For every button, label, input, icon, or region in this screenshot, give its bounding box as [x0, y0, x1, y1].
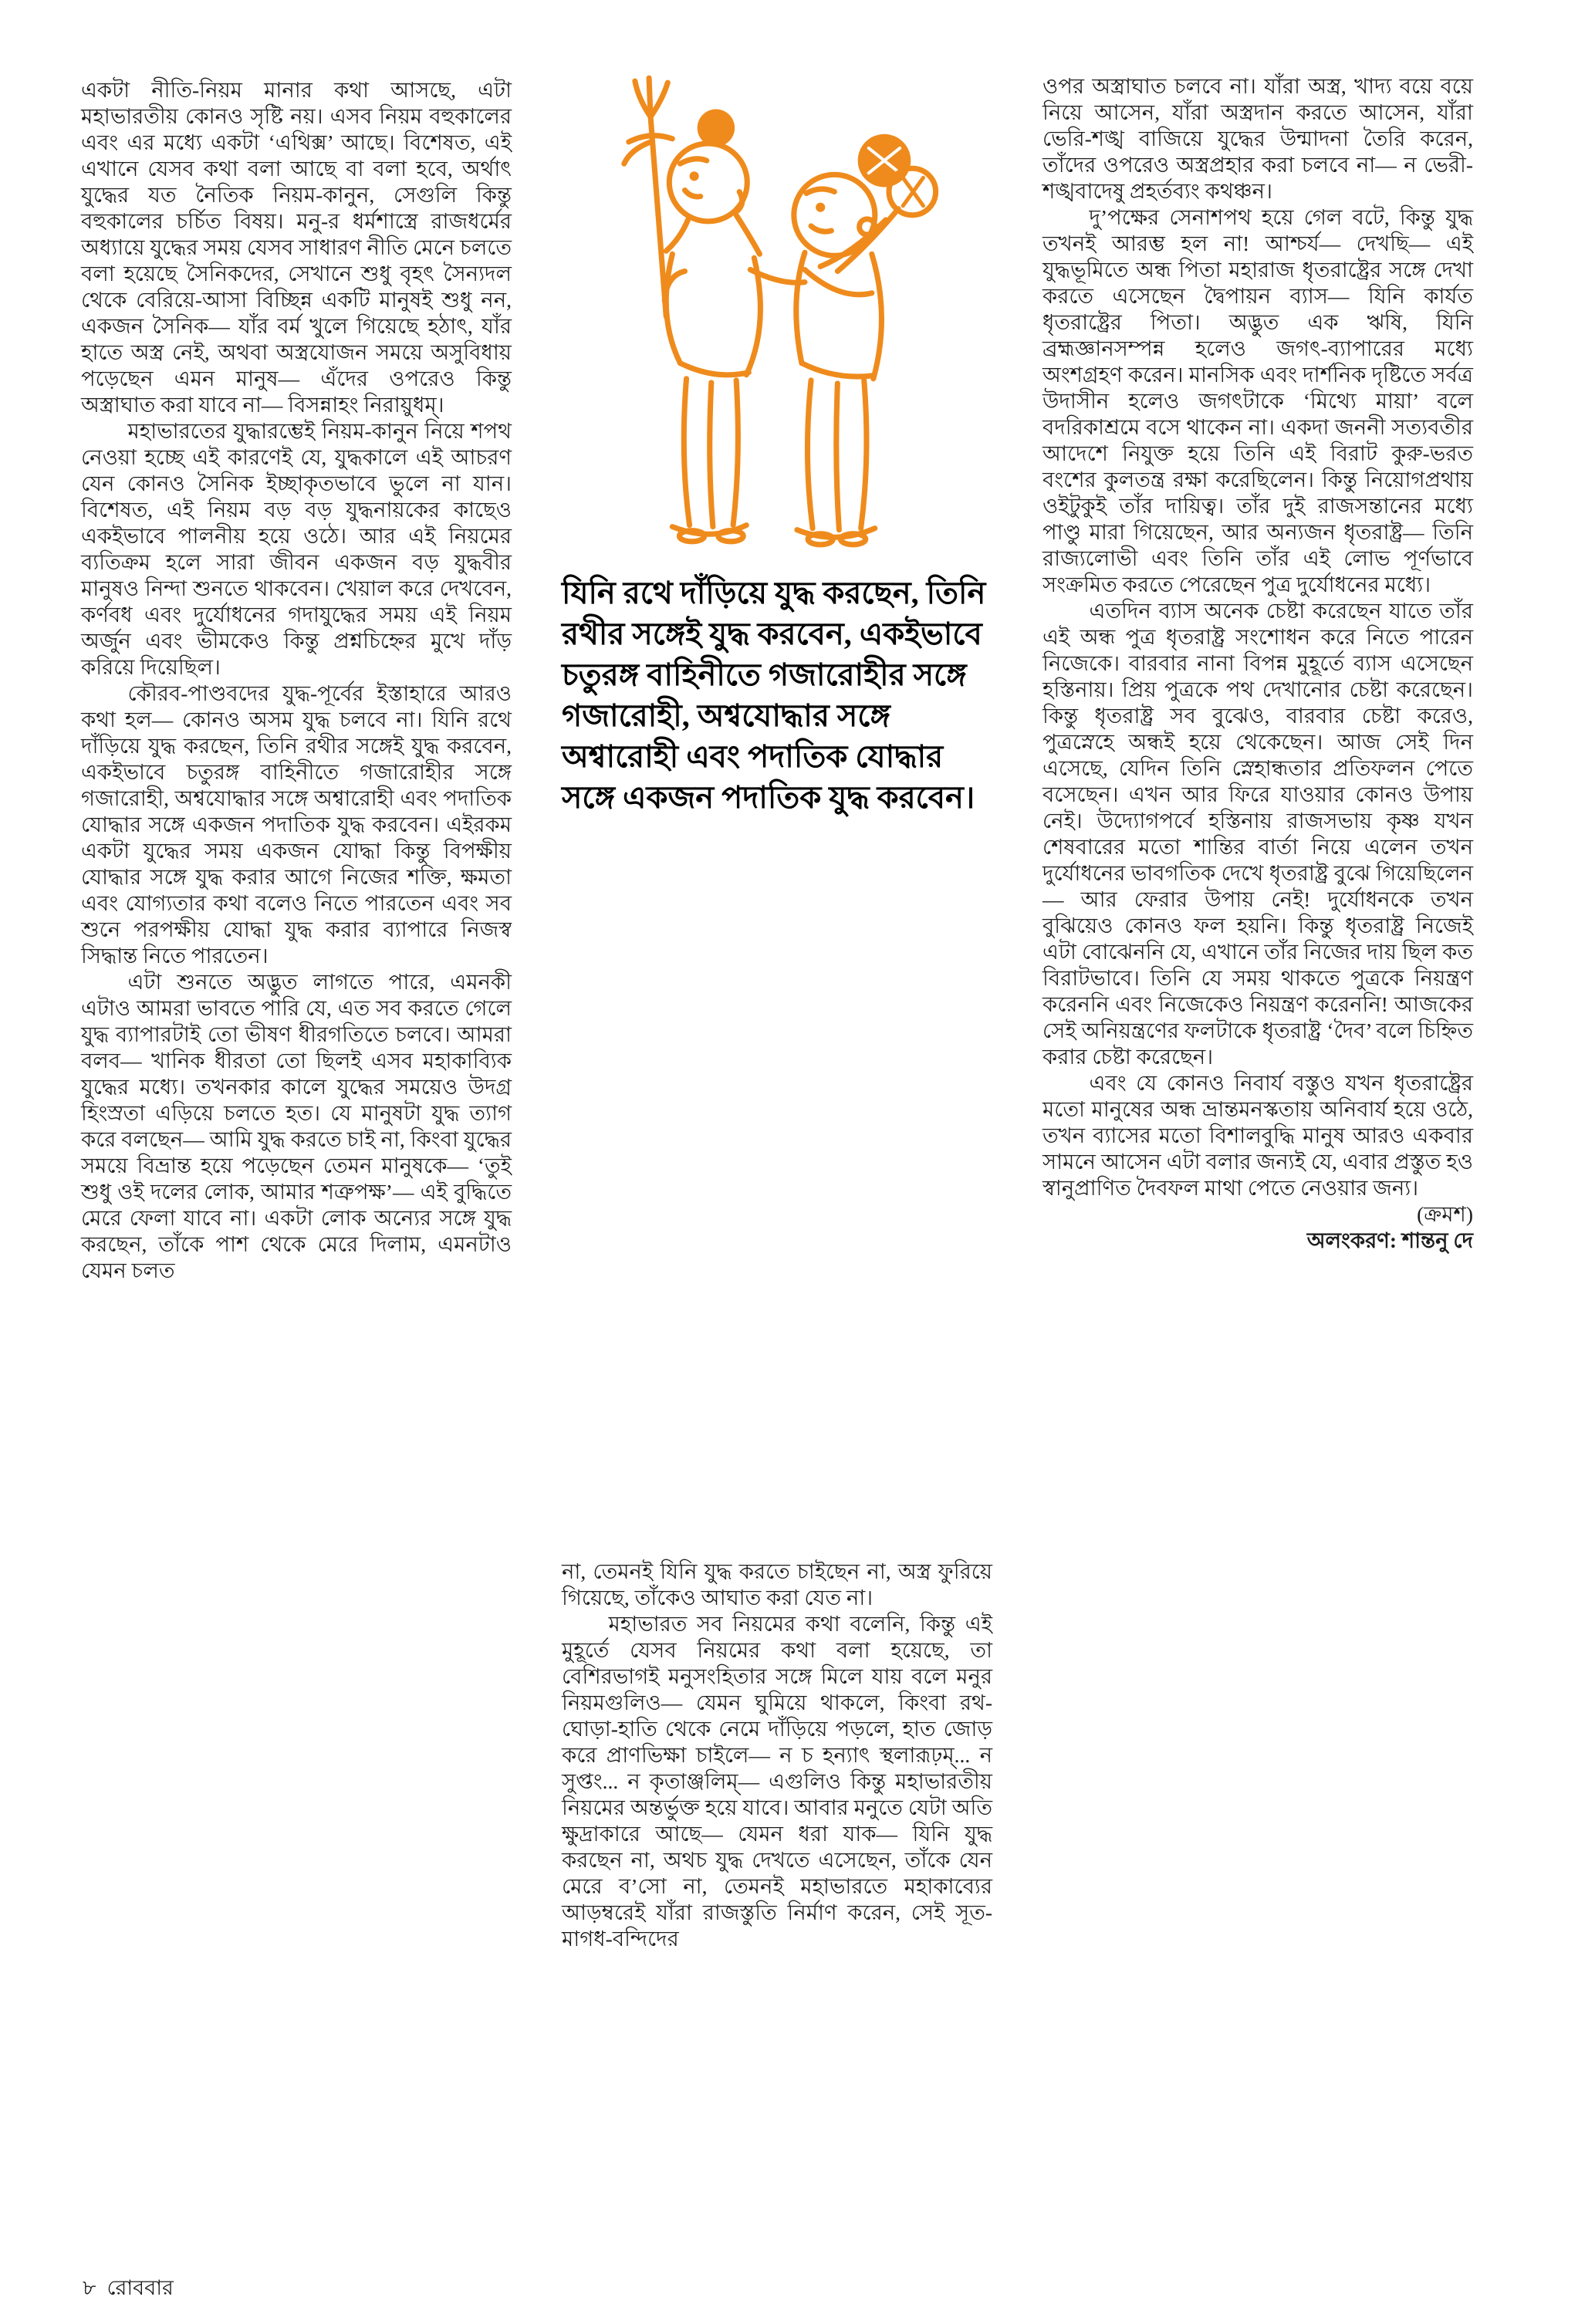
body-paragraph: মহাভারত সব নিয়মের কথা বলেনি, কিন্তু এই মুহূর্তে যেসব নিয়মের কথা বলা হয়েছে, তা বেশিরভাগই মনুসংহিতার সঙ্গে মিলে যায় বলে মনুর নিয়মগুলিও— যেমন ঘুমিয়ে থাকলে, কিংবা রথ-ঘোড়া-হাতি থেকে নেমে দাঁড়িয়ে পড়লে, হাত জোড় করে প্রাণভিক্ষা চাইলে— ন চ হন্যাৎ স্থলারূঢ়ম্... ন সুপ্তং... ন কৃতাঞ্জলিম্— এগুলিও কিন্তু মহাভারতীয় নিয়মের অন্তর্ভুক্ত হয়ে যাবে। আবার মনুতে যেটা অতি ক্ষুদ্রাকারে আছে— যেমন ধরা যাক— যিনি যুদ্ধ করছেন না, অথচ যুদ্ধ দেখতে এসেছেন, তাঁকে যেন মেরে ব’সো না, তেমনই মহাভারতে মহাকাব্যের আড়ম্বরেই যাঁরা রাজস্তুতি নির্মাণ করেন, সেই সূত-মাগধ-বন্দিদের [562, 1612, 992, 1951]
body-paragraph: না, তেমনই যিনি যুদ্ধ করতে চাইছেন না, অস্ত্র ফুরিয়ে গিয়েছে, তাঁকেও আঘাত করা যেত না। [562, 1559, 992, 1610]
body-paragraph: কৌরব-পাণ্ডবদের যুদ্ধ-পূর্বের ইস্তাহারে আরও কথা হল— কোনও অসম যুদ্ধ চলবে না। যিনি রথে দাঁড়িয়ে যুদ্ধ করছেন, তিনি রথীর সঙ্গেই যুদ্ধ করবেন, একইভাবে চতুরঙ্গ বাহিনীতে গজারোহীর সঙ্গে গজারোহী, অশ্বযোদ্ধার সঙ্গে অশ্বারোহী এবং পদাতিক যোদ্ধার সঙ্গে একজন পদাতিক যুদ্ধ করবেন। এইরকম একটা যুদ্ধের সময় একজন যোদ্ধা কিন্তু বিপক্ষীয় যোদ্ধার সঙ্গে যুদ্ধ করার আগে নিজের শক্তি, ক্ষমতা এবং যোগ্যতার কথা বলেও নিতে পারতেন এবং সব শুনে পরপক্ষীয় যোদ্ধা যুদ্ধ করার ব্যাপারে নিজস্ব সিদ্ধান্ত নিতে পারতেন। [81, 681, 512, 968]
page-footer [83, 2275, 174, 2301]
brand-name: রোববার [106, 2276, 174, 2299]
body-paragraph: দু’পক্ষের সেনাশপথ হয়ে গেল বটে, কিন্তু যুদ্ধ তখনই আরম্ভ হল না! আশ্চর্য— দেখছি— এই যুদ্ধভূমিতে অন্ধ পিতা মহারাজ ধৃতরাষ্ট্রের সঙ্গে দেখা করতে এসেছেন দ্বৈপায়ন ব্যাস— যিনি কার্যত ধৃতরাষ্ট্রের পিতা। অদ্ভুত এক ঋষি, যিনি ব্রহ্মজ্ঞানসম্পন্ন হলেও জগৎ-ব্যাপারের মধ্যে অংশগ্রহণ করেন। মানসিক এবং দার্শনিক দৃষ্টিতে সর্বত্র উদাসীন হলেও জগৎটাকে ‘মিথ্যে মায়া’ বলে বদরিকাশ্রমে বসে থাকেন না। একদা জননী সত্যবতীর আদেশে নিযুক্ত হয়ে তিনি এই বিরাট কুরু-ভরত বংশের কুলতন্ত্র রক্ষা করেছিলেন। কিন্তু নিয়োগপ্রথায় ওইটুকুই তাঁর দায়িত্ব। তাঁর দুই রাজসন্তানের মধ্যে পাণ্ডু মারা গিয়েছেন, আর অন্যজন ধৃতরাষ্ট্র— তিনি রাজ্যলোভী এবং তিনি তাঁর এই লোভ পূর্ণভাবে সংক্রমিত করতে পেরেছেন পুত্র দুর্যোধনের মধ্যে। [1042, 205, 1473, 596]
column-middle [562, 1559, 992, 1952]
body-paragraph: একটা নীতি-নিয়ম মানার কথা আসছে, এটা মহাভারতীয় কোনও সৃষ্টি নয়। এসব নিয়ম বহুকালের এবং এর মধ্যে একটা ‘এথিক্স’ আছে। বিশেষত, এই এখানে যেসব কথা বলা আছে বা বলা হবে, অর্থাৎ যুদ্ধের যত নৈতিক নিয়ম-কানুন, সেগুলি কিন্তু বহুকালের চর্চিত বিষয়। মনু-র ধর্মশাস্ত্রে রাজধর্মের অধ্যায়ে যুদ্ধের সময় যেসব সাধারণ নীতি মেনে চলতে বলা হয়েছে সৈনিকদের, সেখানে শুধু বৃহৎ সৈন্যদল থেকে বেরিয়ে-আসা বিচ্ছিন্ন একটি মানুষই শুধু নন, একজন সৈনিক— যাঁর বর্ম খুলে গিয়েছে হঠাৎ, যাঁর হাতে অস্ত্র নেই, অথবা অস্ত্রযোজন সময়ে অসুবিধায় পড়েছেন এমন মানুষ— এঁদের ওপরেও কিন্তু অস্ত্রাঘাত করা যাবে না— বিসন্নাহং নিরায়ুধম্। [81, 78, 512, 417]
pull-quote: যিনি রথে দাঁড়িয়ে যুদ্ধ করছেন, তিনি রথীর সঙ্গেই যুদ্ধ করবেন, একইভাবে চতুরঙ্গ বাহিনীতে গজারোহীর সঙ্গে গজারোহী, অশ্বযোদ্ধার সঙ্গে অশ্বারোহী এবং পদাতিক যোদ্ধার সঙ্গে একজন পদাতিক যুদ্ধ করবেন। [562, 576, 986, 815]
body-paragraph: ওপর অস্ত্রাঘাত চলবে না। যাঁরা অস্ত্র, খাদ্য বয়ে বয়ে নিয়ে আসেন, যাঁরা অস্ত্রদান করতে আসেন, যাঁরা ভেরি-শঙ্খ বাজিয়ে যুদ্ধের উন্মাদনা তৈরি করেন, তাঁদের ওপরেও অস্ত্রপ্রহার করা চলবে না— ন ভেরী-শঙ্খবাদেষু প্রহর্তব্যং কথঞ্চন। [1042, 74, 1473, 203]
body-paragraph: এতদিন ব্যাস অনেক চেষ্টা করেছেন যাতে তাঁর এই অন্ধ পুত্র ধৃতরাষ্ট্র সংশোধন করে নিতে পারেন নিজেকে। বারবার নানা বিপন্ন মুহূর্তে ব্যাস এসেছেন হস্তিনায়। প্রিয় পুত্রকে পথ দেখানোর চেষ্টা করেছেন। কিন্তু ধৃতরাষ্ট্র সব বুঝেও, বারবার চেষ্টা করেও, পুত্রস্নেহে অন্ধই হয়ে থেকেছেন। আজ সেই দিন এসেছে, যেদিন তিনি স্নেহান্ধতার প্রতিফলন পেতে বসেছেন। এখন আর ফিরে যাওয়ার কোনও উপায় নেই। উদ্যোগপর্বে হস্তিনায় রাজসভায় কৃষ্ণ যখন শেষবারের মতো শান্তির বার্তা নিয়ে এলেন তখন দুর্যোধনের ভাবগতিক দেখে ধৃতরাষ্ট্র বুঝে গিয়েছিলেন— আর ফেরার উপায় নেই! দুর্যোধনকে তখন বুঝিয়েও কোনও ফল হয়নি। কিন্তু ধৃতরাষ্ট্র নিজেই এটা বোঝেননি যে, এখানে তাঁর নিজের দায় ছিল কত বিরাটভাবে। তিনি যে সময় থাকতে পুত্রকে নিয়ন্ত্রণ করেননি এবং নিজেকেও নিয়ন্ত্রণ করেননি! আজকের সেই অনিয়ন্ত্রণের ফলটাকে ধৃতরাষ্ট্র ‘দৈব’ বলে চিহ্নিত করার চেষ্টা করেছেন। [1042, 599, 1473, 1069]
continuation-marker: (ক্রমশ) [1417, 1202, 1473, 1226]
body-paragraph: এবং যে কোনও নিবার্য বস্তুও যখন ধৃতরাষ্ট্রের মতো মানুষের অন্ধ ভ্রান্তমনস্কতায় অনিবার্য হয়ে ওঠে, তখন ব্যাসের মতো বিশালবুদ্ধি মানুষ আরও একবার সামনে আসেন এটা বলার জন্যই যে, এবার প্রস্তুত হও স্বানুপ্রাণিত দৈবফল মাথা পেতে নেওয়ার জন্য। [1042, 1071, 1473, 1200]
page-number: ৮ [83, 2276, 96, 2299]
two-warriors-illustration [563, 66, 968, 559]
body-paragraph: মহাভারতের যুদ্ধারম্ভেই নিয়ম-কানুন নিয়ে শপথ নেওয়া হচ্ছে এই কারণেই যে, যুদ্ধকালে এই আচরণ যেন কোনও সৈনিক ইচ্ছাকৃতভাবে ভুলে না যান। বিশেষত, এই নিয়ম বড় বড় যুদ্ধনায়কের কাছেও একইভাবে পালনীয় হয়ে ওঠে। আর এই নিয়মের ব্যতিক্রম হলে সারা জীবন একজন বড় যুদ্ধবীর মানুষও নিন্দা শুনতে থাকবেন। খেয়াল করে দেখবেন, কর্ণবধ এবং দুর্যোধনের গদাযুদ্ধের সময় এই নিয়ম অর্জুন এবং ভীমকেও কিন্তু প্রশ্নচিহ্নের মুখে দাঁড় করিয়ে দিয়েছিল। [81, 419, 512, 679]
column-left [81, 77, 512, 1284]
illustrator-credit: অলংকরণ: শান্তনু দে [1306, 1228, 1473, 1252]
two-warriors-line-art-svg [563, 66, 968, 559]
body-paragraph: এটা শুনতে অদ্ভুত লাগতে পারে, এমনকী এটাও আমরা ভাবতে পারি যে, এত সব করতে গেলে যুদ্ধ ব্যাপারটাই তো ভীষণ ধীরগতিতে চলবে। আমরা বলব— খানিক ধীরতা তো ছিলই এসব মহাকাব্যিক যুদ্ধের মধ্যে। তখনকার কালে যুদ্ধের সময়েও উদগ্র হিংস্রতা এড়িয়ে চলতে হত। যে মানুষটা যুদ্ধ ত্যাগ করে বলছেন— আমি যুদ্ধ করতে চাই না, কিংবা যুদ্ধের সময়ে বিভ্রান্ত হয়ে পড়েছেন তেমন মানুষকে— ‘তুই শুধু ওই দলের লোক, আমার শত্রুপক্ষ’— এই বুদ্ধিতে মেরে ফেলা যাবে না। একটা লোক অন্যের সঙ্গে যুদ্ধ করছেন, তাঁকে পাশ থেকে মেরে দিলাম, এমনটাও যেমন চলত [81, 970, 512, 1282]
column-right [1042, 73, 1473, 1254]
